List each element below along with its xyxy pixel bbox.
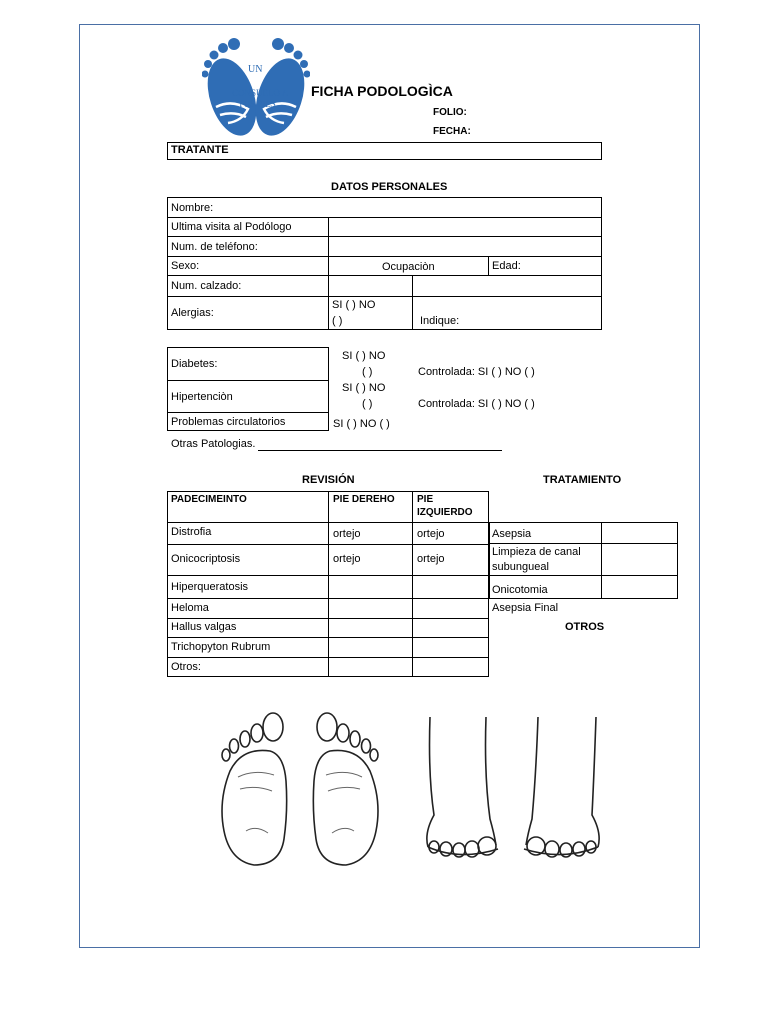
header-padecimiento: PADECIMEINTO [171,494,247,505]
logo-text-line3: TUS PIES [238,99,276,109]
telefono-label: Num. de teléfono: [171,241,258,253]
hipertencion-label: Hipertenciòn [171,391,233,403]
distrofia-pie-izquierdo: ortejo [417,528,445,540]
calzado-label: Num. calzado: [171,280,242,292]
diabetes-controlada: Controlada: SI ( ) NO ( ) [418,366,535,378]
ocupacion-label: Ocupaciòn [382,261,435,273]
folio-label: FOLIO: [433,107,467,118]
tratamiento-asepsia: Asepsia [492,528,532,540]
page-title: FICHA PODOLOGÌCA [311,83,453,99]
table-row-heloma: Heloma [171,602,209,614]
ultima-visita-label: Ultima visita al Podólogo [171,221,292,233]
diabetes-no-paren: ( ) [362,366,373,378]
tratamiento-onicotomia: Onicotomia [492,584,548,596]
tratante-field[interactable] [167,142,602,160]
edad-label: Edad: [492,260,521,272]
onicocriptosis-pie-derecho: ortejo [333,553,361,565]
diabetes-si-no: SI ( ) NO [342,350,386,362]
hipertencion-controlada: Controlada: SI ( ) NO ( ) [418,398,535,410]
tratamiento-otros: OTROS [565,621,605,633]
logo-text-line1: UN [248,64,263,75]
table-row-hiperqueratosis: Hiperqueratosis [171,581,249,593]
table-row-distrofia: Distrofia [171,526,212,538]
tratamiento-title: TRATAMIENTO [543,474,622,486]
header-pie-izquierdo: PIE IZQUIERDO [417,494,473,518]
alergias-si-no: SI ( ) NO [332,299,376,311]
otras-patologias-label: Otras Patologias. [171,438,256,450]
table-row-hallus-valgas: Hallus valgas [171,621,237,633]
circulatorios-label: Problemas circulatorios [171,416,286,428]
tratante-label: TRATANTE [171,144,229,156]
alergias-label: Alergias: [171,307,214,319]
tratamiento-asepsia-final: Asepsia Final [492,602,559,614]
otras-patologias-line[interactable] [258,450,502,451]
hipertencion-si-no: SI ( ) NO [342,382,386,394]
logo-text-line2: CONSUELO A [232,88,289,98]
alergias-no-paren: ( ) [332,315,343,327]
diabetes-label: Diabetes: [171,358,218,370]
table-row-otros: Otros: [171,661,201,673]
table-row-trichopyton: Trichopyton Rubrum [171,641,271,653]
indique-label: Indique: [420,315,460,327]
hipertencion-no-paren: ( ) [362,398,373,410]
onicocriptosis-pie-izquierdo: ortejo [417,553,445,565]
tratamiento-limpieza: Limpieza de canal subungueal [492,546,581,573]
document-page [79,24,700,948]
circulatorios-si-no: SI ( ) NO ( ) [333,418,390,430]
header-pie-derecho: PIE DEREHO [333,494,395,505]
sexo-label: Sexo: [171,260,200,272]
feet-soles-drawing-icon [210,711,390,869]
table-row-onicocriptosis: Onicocriptosis [171,553,241,565]
revision-title: REVISIÓN [302,474,355,486]
nombre-label: Nombre: [171,202,214,214]
datos-personales-title: DATOS PERSONALES [331,181,448,193]
distrofia-pie-derecho: ortejo [333,528,361,540]
fecha-label: FECHA: [433,126,471,137]
feet-front-drawing-icon [420,715,606,865]
